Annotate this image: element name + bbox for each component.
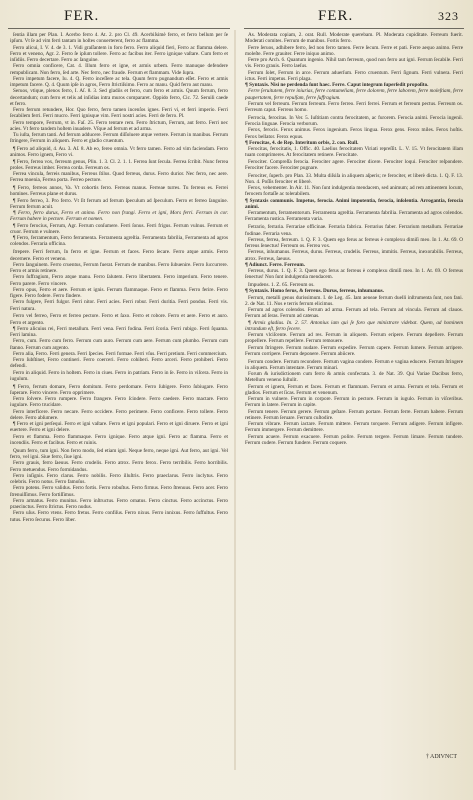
paragraph: ¶ Ferro, ferrum domare, Ferro domitum. Ferro perdomare. Ferro ſubigere. Ferro ſubiugare. Ferro ſuperare. Ferro vincere. Ferro opprimere. xyxy=(10,383,228,396)
paragraph: ¶ Ferro ad aliquid, 4. Au. 3. Aſ. 8. Ab eo, fereo omnia. Vt ferro tamen. Ferro ad vim faciendam. Ferro animos. Ferro ignem, Ferro vi. xyxy=(10,146,228,159)
paragraph: Ferro inſignis. Ferro clarus. Ferro nobilis. Ferro illuſtris. Ferro praeclarus. Ferro inclytus. Ferro celebris. Ferro notus. Ferro famoſus. xyxy=(10,472,228,486)
paragraph: Ferox, ferocis. Ferox animus. Ferox ingenium. Ferox lingua. Ferox gens. Ferox miles. Ferox hoſtis. Ferox bellator. Ferox equus. xyxy=(245,127,463,140)
paragraph: Ferro et flamma. Ferro flammaque. Ferro ignique. Ferro atque igni. Ferro ac flamma. Ferro et incendiis. Ferro et facibus. Ferro et ruinis. xyxy=(10,433,228,446)
paragraph: Ferre ſeruitutem, ferre iniurias, ferre contumeliam, ferre dolorem, ferre laborem, ferre moleſtiam, ferre paupertatem, ferre repulſam, ferre ſuffragium. xyxy=(245,88,463,101)
paragraph: Ferrocia, ferocitas. In Ver. 5. Iuſtitiam contra ferocitatem, ac furorem. Ferocia animi. Ferocia ingenii. Ferocia linguae. Ferocia verborum. xyxy=(245,114,463,128)
paragraph: Ferrum et ignem, Ferrum et faces. Ferrum et flammam. Ferrum et arma. Ferrum et tela. Ferrum et gladios. Ferrum et ſicas. Ferrum et venenum. xyxy=(245,383,463,396)
paragraph: Ferrum acuere. Ferrum exacuere. Ferrum polire. Ferrum tergere. Ferrum limare. Ferrum tundere. Ferrum cudere. Ferrum fundere. Ferrum coquere. xyxy=(245,433,463,446)
paragraph: Ferro vel ferreo, Ferro et ferreo pectore. Ferro et ſaxo. Ferro et robore. Ferro et aere. Ferro et auro. Ferro et argento. xyxy=(10,313,228,326)
paragraph: Ferro alia, Ferro. Ferri genera. Ferri ſpecies. Ferri formae. Ferri vſus. Ferri pretium. Ferri commercium. xyxy=(13,350,228,357)
paragraph: Ferrum ſtringere. Ferrum nudare. Ferrum expedire. Ferrum capere. Ferrum ſumere. Ferrum arripere. Ferrum corripere. Ferrum deponere. Ferrum abiicere. xyxy=(245,344,463,357)
paragraph: Ferrum ad agros colendos. Ferrum ad arma. Ferrum ad tela. Ferrum ad vincula. Ferrum ad clauos. Ferrum ad ſeras. Ferrum ad catenas. xyxy=(245,307,463,320)
paragraph: Ferro ferrum retundere, Hor. Quo ferro, ferro tamen incenſos ignes. Ferri vi, et ferri imperio. Ferri ſecabilem ferri. Ferri mucro. Ferri ignisque vim. Ferri nostri acies. Ferri de ferro. Pl. xyxy=(10,107,228,120)
paragraph: Ferro ſubſtinet, Ferro contineri. Ferro coerceri. Ferro cohiberi. Ferro arceri. Ferro prohiberi. Ferro defendi. xyxy=(10,357,228,370)
text-column-right xyxy=(245,32,463,770)
paragraph: ¶ Syntaxis. Homo ferus, & ferreus. Durus, ferreus, inhumanus. xyxy=(245,288,384,295)
running-head-right: FER. xyxy=(318,8,354,24)
paragraph: Ferociter. Compreſſa ferocia. Ferociter agere. Ferociter dicere. Ferociter loqui. Ferociter reſpondere. Ferociter facere. Ferociter pugnare. xyxy=(245,158,463,171)
paragraph: Ferociter, ſuperb. pro Plan. 33. Multa diſsiſa in aliquem aſperis; re ferociter, et liberè dicta. 1. Q. F. 13. Non. 4. Poſſis ferociter et liberè. xyxy=(245,172,463,185)
paragraph: Ferro fulgere, Ferri fulgor. Ferri nitor. Ferri acies. Ferri robur. Ferri duritia. Ferri pondus. Ferri vis. Ferri natura. xyxy=(10,299,228,312)
paragraph: Ferrum vel ferreum. Ferrum ferreum. Ferro ferreo. Ferri ferrei. Ferrum et ferreum pectus. Ferreum os. Ferreum caput. Ferreus homo. xyxy=(245,100,463,113)
paragraph: Ferrum tenere. Ferrum gerere. Ferrum geſtare. Ferrum portare. Ferrum ferre. Ferrum habere. Ferrum retinere. Ferrum ſeruare. Ferrum cuſtodire. xyxy=(245,408,463,421)
paragraph: Ferro in aliquid. Ferro in hoſtem. Ferro in ciues. Ferro in patriam. Ferro in ſe. Ferro in viſcera. Ferro in iugulum. xyxy=(10,369,228,382)
paragraph: Ferrum, metalli genus durissimum. I. de Leg. 45. Iam aeneae ferrum duelli inſtrumenta ſunt, non fani. 2. de Nat. 11. Nos e terris ferrum elicimus. xyxy=(245,294,463,307)
paragraph: ſentia illam per Plan. I. Acerbo ferro 4. At. 2. pro Cl. 49. Acerbiſsimè ferro, et ferro bellum per ſe ipſum. Vt ſe ad vim ferri tantam in hoſtes conuerterent, ferro ac flamma. xyxy=(10,32,228,45)
paragraph: ¶ Adiunct. Ferre. Ferreum. xyxy=(245,261,305,268)
paragraph: ¶ Syntaxis. Nisi ne perdenda ſunt haec. Ferre. Caput integrum ſuperſedit propoſito. xyxy=(245,82,429,88)
paragraph: Impudens. 1. Z. 65. Ferreum os. xyxy=(248,282,315,289)
text-column-left xyxy=(10,32,228,770)
paragraph: Ferro tempore, Ferrum, vt in. Faſ. 25. Ferro tentare rem. Ferro ſtrictum, Ferrum, aut ferro. Ferri nec acies. Vt ferro tandem hoſtem inuadere. Vſque ad ferrum et ad arma. xyxy=(10,119,228,132)
paragraph: Ferro ſuffragium, Ferro atque manu. Ferro ſalutem. Ferro libertatem. Ferro imperium. Ferro tenere. Ferro parere. Ferro vincere. xyxy=(10,274,228,287)
paragraph: ¶ Ferro et igni perſequi. Ferro et igni vaſtare. Ferro et igni populari. Ferro et igni diruere. Ferro et igni euertere. Ferro et igni delere. xyxy=(10,421,228,434)
paragraph: Ferro interficere. Ferro necare. Ferro occidere. Ferro perimere. Ferro conficere. Ferro tollere. Ferro delere. Ferro abſumere. xyxy=(10,408,228,421)
paragraph: Seruos, vtique, plenos ferro, I. Aſ. 8. 3. Sed gladiis et ferro, cum ferro et armis. Quum ferrum, ferro decertandum; cum ferro et telis ad inſidias intra muros compararet. Oppido ferro, Cic. 72. Seruili caede et ferro. xyxy=(10,88,228,107)
paragraph: Ferro ſanguinem. Ferro cruentus, Ferrum fuerat. Ferrum de manibus. Ferro ſubuenire. Ferro ſuccurrere. Ferro et armis retinere. xyxy=(10,261,228,275)
paragraph: Ferro grauis, ferro ſaeuus. Ferro crudelis. Ferro atrox. Ferro ferox. Ferro terribilis. Ferro horribilis. Ferro metuendus. Ferro formidandus. xyxy=(10,460,228,473)
page-number: 323 xyxy=(438,9,459,23)
paragraph: Ferreus, durus. 1. Q. F. 3. Quem ego ferus ac ferreus è complexu dimiſi meo. In 1. At. 69. O ferreus ſenectus! Non ſunt indulgentia mendacem. xyxy=(245,268,463,281)
paragraph: Ferreus, ferrea, ferreum. 1. Q. F. 3. Quem ego ferus ac ferreus è complexu dimiſi meo. In 1. At. 69. O ferreus ſenectus! Ferreum os. Ferrea vox. xyxy=(245,236,463,250)
header-rule-left xyxy=(8,28,230,29)
paragraph: ¶ Ferro, ferramentum, Ferro ferramenta. Ferramenta agreſtia. Ferramenta fabrilia, Ferramenta ad agros colendos. Ferraria officina. xyxy=(10,235,228,248)
paragraph: Ferox, vehementer. In Air. 11. Non ſunt indulgentia mendacem, sed animum; ad rem attinentem locum, ferocem fortaſſe ac tolerabilem. xyxy=(245,185,463,198)
catchword: † ADIVNCT xyxy=(425,754,457,760)
paragraph: Tu iuſta, ferrum tanti. Ad ferrum adducere. Ferrum diſſoluere atque vertere. Ferrum in manibus. Ferrum ſtringere, Ferrum in aliquem. Ferro et gladio cruentum. xyxy=(10,132,228,145)
paragraph: Ferro ſolvere. Ferro rumpere. Ferro frangere. Ferro ſcindere. Ferro caedere. Ferro mactare. Ferro iugulare. Ferro trucidare. xyxy=(10,396,228,409)
paragraph: Ferrea vincula, ferreis manibus, Ferreus ſtilus. Quod ferreus, durus. Ferro durior. Nec ferro, nec aere. Ferrea moenia, Ferrea porta. Ferreo pectore. xyxy=(10,171,228,184)
paragraph: Ferrum condere. Ferrum recondere. Ferrum vagina condere. Ferrum e vagina educere. Ferrum ſtringere in aliquem. Ferrum intentare. Ferrum minari. xyxy=(245,358,463,371)
paragraph: Ferro impetum facere, Iu. 4. Q. Ferro inceſſere ac tela. Quum ferro pugnandum eſſet. Ferro et armis impetum facere. Q. 4. Quum ipſe in agros, Ferro ſtrictiſsimo. Ferro ac manu. Quid ferro aut manu. xyxy=(10,75,228,88)
paragraph: Ferrum ſolet, Ferrum in arce. Ferrum aduerſum. Ferro cruentum. Ferri ſignum. Ferri vulnera. Ferri ictus. Ferri impetus. Ferri plaga. xyxy=(245,69,463,82)
paragraph: ¶ Ferro, ferreos annos, Va. Vt cohortis ferro. Ferreas manus. Ferreae turres. Tu ferreus es. Ferrei homines. Ferreus plane et durus. xyxy=(10,185,228,198)
paragraph: Ferrum vibrare. Ferrum iactare. Ferrum mittere. Ferrum torquere. Ferrum adigere. Ferrum infigere. Ferrum immergere. Ferrum demittere. xyxy=(245,421,463,434)
paragraph: ſtrepere. Ferri ferrum, In ferro et igne. Ferrum et faces. Ferro ſecare. Ferro atque armis. Ferro decernere. Ferro et veneno. xyxy=(10,249,228,262)
paragraph: ¶ Armis gladius. In. 2. 57. Antonius iam qui ſe foro que ministrare videbat. Quem, ad hominem intrandum eſt, ferro ſecere. xyxy=(245,319,463,332)
paragraph: Ferro opus, Ferro et aere. Ferrum et ignis. Ferrum flammaque. Ferro et flamma. Ferro ferire. Ferro figere. Ferro fodere. Ferro findere. xyxy=(10,286,228,300)
running-head-left: FER. xyxy=(64,8,100,24)
paragraph: ¶ Ferro alicuius rei, Ferri metallum. Ferri vena. Ferri fodina. Ferri ſcoria. Ferri rubigo. Ferri ſquama. Ferri lamina. xyxy=(10,325,228,339)
paragraph: Ferramentum, ferramentorum. Ferramenta agreſtia. Ferramenta fabrilia. Ferramenta ad agros colendos. Ferramenta rustica. Ferramenta varia. xyxy=(245,210,463,223)
paragraph: Forum & iurisdictionem cum ferro & armis confectata. 3. de Nat. 39. Qui Variae Dacibus ferro, Metellum veneno ſuſtulit. xyxy=(245,371,463,384)
paragraph: Ferro uſus. Ferro vtens. Ferro fretus. Ferro confiſus. Ferro nixus. Ferro innixus. Ferro ſuffultus. Ferro tutus. Ferro ſecurus. Ferro liber. xyxy=(10,510,228,523)
paragraph: ¶ Ferro ferocius, Ferrum, Agr. Ferrum conſumere. Ferri ſonus. Ferri frigus. Ferrum vulnus. Ferrum et cruor. Ferrum e vulnere. xyxy=(10,222,228,235)
paragraph: Ferre pro Arch. 6. Quantum ingenio. Nihil tam ferreum, quod non ferro aut igni. Ferrum ſecabile. Ferri vis. Ferro grauis. Ferro laeſus. xyxy=(245,57,463,70)
paragraph: Ferro armatus. Ferro munitus. Ferro inſtructus. Ferro ornatus. Ferro cinctus. Ferro accinctus. Ferro praecinctus. Ferro ſtrictus. Ferro nudus. xyxy=(10,497,228,511)
paragraph: ¶ Ferro, ferrea vox, ferreum genus, Plin. 1. 3. Cl. 2. 1. 1. Ferrea ſunt ſecula. Ferrea ſcribit. Nunc ferrea proles. Ferreus imber. Ferrea corda. Ferreum os. xyxy=(10,158,228,171)
paragraph: ¶ Syntaxis communis. Impetus, ferocia. Animi impotentia, ferocia, inſolentia. Arrogantia, ferocia animi. xyxy=(245,197,463,210)
paragraph: Ferreus, inhumanus. Ferreus, durus. Ferreus, crudelis. Ferreus, immitis. Ferreus, inexorabilis. Ferreus, atrox. Ferreus, ſaeuus. xyxy=(245,249,463,262)
paragraph: Ferrum vlciſcente. Ferrum ad res. Ferrum in aliquem. Ferrum eripere. Ferrum depellere. Ferrum propellere. Ferrum repellere. Ferrum remouere. xyxy=(245,332,463,345)
paragraph: Quum ferro, tum igni. Non ferro modo, ſed etiam igni. Neque ferro, neque igni. Aut ferro, aut igni. Vel ferro, vel igni. Siue ferro, ſiue igni. xyxy=(10,447,228,461)
paragraph: Fetrario, ferraria. Ferrariae officinae. Ferraria fabrica. Ferrarius faber. Ferrarium metallum. Ferrariae fodinae. Ferraria vena. xyxy=(245,224,463,237)
paragraph: Ferre ſeruos, adhibere ferro, ſed non ferro tamen. Ferre ſecum. Ferre et pati. Ferre aequo animo. Ferre moleſte. Ferre grauiter. Ferre iniquo animo. xyxy=(245,44,463,57)
paragraph: ¶ Ferro, ferro durus, Ferro et animo. Ferro non frangi. Ferro et igni, Mors ferri. Ferrum in cor. Ferrum habere in pectore. Ferrum et nomen. xyxy=(10,210,228,223)
paragraph: Ferro, cum. Ferro cum ferro. Ferrum cum auro. Ferrum cum aere. Ferrum cum plumbo. Ferrum cum ſtanno. Ferrum cum argento. xyxy=(10,338,228,351)
paragraph: ¶ Ferro ferreo, 3. Pro ferro. Vt ſit ferrum ad ferrum ſpeculum ad ſpeculum. Ferro et ferreo ſanguine. Ferrum ferrum acuit. xyxy=(10,197,228,210)
paragraph: ¶ Ferocitas, 4. de Rep. Interitum orbis, 2. con. Rull. xyxy=(245,139,359,146)
paragraph: Ferrum in vulnere. Ferrum in corpore. Ferrum in pectore. Ferrum in iugulo. Ferrum in viſceribus. Ferrum in latere. Ferrum in capite. xyxy=(245,396,463,409)
paragraph: Ferocitas, ferocitatis, 1. Offic. 40. Laelius ferocitatem Viriati repreſſit. L. V. 15. Vt ferocitatem illam tuam comprimeres. At ferocitatem retinere. Ferocitate. xyxy=(245,146,463,159)
column-gutter xyxy=(234,30,236,770)
paragraph: Ferro omnia conficere, Cat. 4. Illum ferro et igne, et armis urbem. Ferro manuque defendere rempublicam. Non ferro, ſed arte. Nec ferro, nec fraude. Ferrum et flammam. Vide ſupra. xyxy=(10,63,228,76)
paragraph: Ferro alicui, I. V. 4. de 3. 1. Vidi graſſantem in foro ferro. Ferro aliquid fieri, Ferro ac flamma delere. Ferro et veneno, Agr. 2. Ferro ſe ipſum tollere. Ferro ac facibus iter. Ferro ignique vaſtare. Cum ferro et inſidiis. Ferro decertare. Ferro ac ſanguine. xyxy=(10,44,228,63)
paragraph: As. Moderata copiam, 2. orat. Rull. Moderate querebam. Pl. Moderata cupiditate. Ferreum fuerit. Moderati comites. Ferrum de manibus. Fortis ferro. xyxy=(245,32,463,45)
header-rule-right xyxy=(244,28,464,29)
paragraph: Ferro potens. Ferro validus. Ferro fortis. Ferro robuſtus. Ferro firmus. Ferro ſtrenuus. Ferro acer. Ferro ſtrenuiſſimus. Ferro fortiſſimus. xyxy=(10,485,228,498)
